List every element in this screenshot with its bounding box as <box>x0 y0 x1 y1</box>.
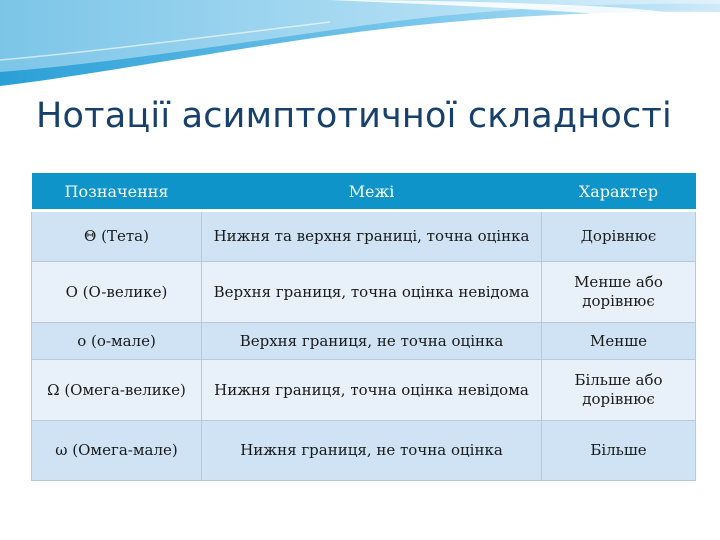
header-character: Характер <box>542 173 696 211</box>
cell-notation: o (o-мале) <box>32 323 202 360</box>
cell-notation: Θ (Тета) <box>32 211 202 262</box>
header-swoosh-decoration <box>0 0 720 90</box>
cell-character: Менше або дорівнює <box>542 262 696 323</box>
table-row <box>32 262 696 323</box>
cell-character: Більше або дорівнює <box>542 360 696 421</box>
table-header-row <box>32 173 696 211</box>
cell-bounds: Нижня границя, не точна оцінка <box>202 421 542 481</box>
cell-character: Більше <box>542 421 696 481</box>
table-row <box>32 360 696 421</box>
cell-notation: O (O-велике) <box>32 262 202 323</box>
table-row <box>32 421 696 481</box>
cell-bounds: Нижня границя, точна оцінка невідома <box>202 360 542 421</box>
notation-table <box>31 173 696 481</box>
table-row <box>32 323 696 360</box>
slide-title: Нотації асимптотичної складності <box>36 96 672 136</box>
cell-bounds: Верхня границя, точна оцінка невідома <box>202 262 542 323</box>
cell-character: Дорівнює <box>542 211 696 262</box>
cell-bounds: Нижня та верхня границі, точна оцінка <box>202 211 542 262</box>
cell-notation: ω (Омега-мале) <box>32 421 202 481</box>
header-notation: Позначення <box>32 173 202 211</box>
cell-notation: Ω (Омега-велике) <box>32 360 202 421</box>
cell-bounds: Верхня границя, не точна оцінка <box>202 323 542 360</box>
table-row <box>32 211 696 262</box>
header-bounds: Межі <box>202 173 542 211</box>
cell-character: Менше <box>542 323 696 360</box>
